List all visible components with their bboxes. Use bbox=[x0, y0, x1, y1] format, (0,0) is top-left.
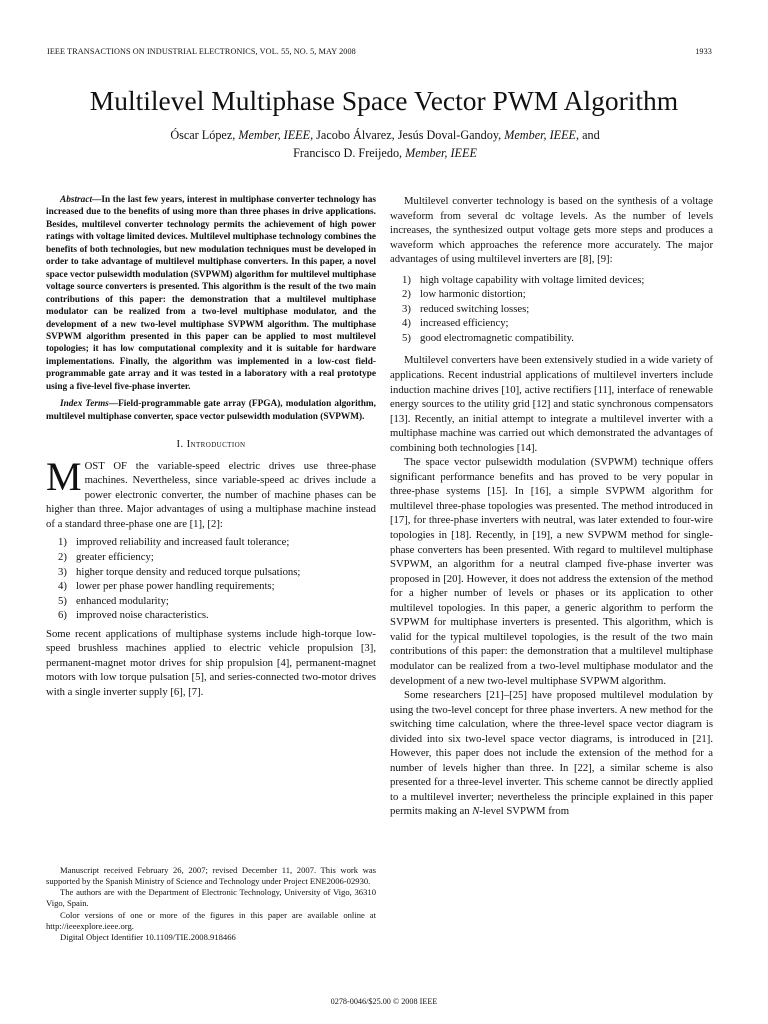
drop-cap-letter: M bbox=[46, 453, 82, 499]
footnote-manuscript: Manuscript received February 26, 2007; revised December 11, 2007. This work was supported by the Spanish Ministry of Science and Technology under Project ENE2006-02930. bbox=[46, 865, 376, 887]
author-lopez-role: Member, IEEE bbox=[238, 128, 311, 142]
authors-and: , and bbox=[575, 128, 600, 142]
journal-citation: IEEE TRANSACTIONS ON INDUSTRIAL ELECTRONICS, VOL. 55, NO. 5, MAY 2008 bbox=[47, 47, 356, 56]
footnote-color-versions: Color versions of one or more of the figures in this paper are available online at http://ieeexplore.ieee.org. bbox=[46, 909, 376, 931]
section-title: Introduction bbox=[186, 438, 246, 451]
abstract-label: Abstract bbox=[60, 195, 93, 205]
list-item: 5) enhanced modularity; bbox=[58, 594, 169, 607]
list-item: 3) higher torque density and reduced torque pulsations; bbox=[58, 565, 301, 578]
author-list bbox=[60, 126, 710, 162]
index-terms-label: Index Terms bbox=[60, 399, 109, 410]
applications-multilevel-paragraph: Multilevel converters have been extensively studied in a wide variety of applications. Recent industrial applications of multilevel inverters include induction machine drives [10], active rectifiers [11], interface of renewable energy sources to the utility grid [12] and static synchronous compensators [13]. Recently, an initial attempt to integrate a multilevel inverter with a multiphase machine was carried out which demonstrated the advantages of combining both technologies [14]. bbox=[390, 354, 713, 454]
list-item: 2) low harmonic distortion; bbox=[402, 288, 526, 301]
applications-paragraph: Some recent applications of multiphase systems include high-torque low-speed brushless machines applied to electric vehicle propulsion [3], permanent-magnet motor drives for ship propulsion [4], permanent-magnet motors with low torque pulsation [5], and series-connected two-motor drives with a single inverter supply [6], [7]. bbox=[46, 627, 376, 698]
page-number: 1933 bbox=[695, 47, 712, 56]
index-terms bbox=[46, 398, 376, 423]
list-item: 2) greater efficiency; bbox=[58, 550, 154, 563]
multilevel-paragraph: Multilevel converter technology is based on the synthesis of a voltage waveform from several dc voltage levels. As the number of levels increases, the synthesized output voltage gets more steps and produces a waveform which approaches the reference more accurately. The major advantages of using multilevel inverters are [8], [9]: bbox=[390, 195, 713, 266]
copyright-footer: 0278-0046/$25.00 © 2008 IEEE bbox=[330, 997, 438, 1006]
svpwm-paragraph: The space vector pulsewidth modulation (SVPWM) technique offers significant performance benefits and has proved to be very popular in three-phase systems [15]. In [16], a simple SVPWM algorithm for multilevel three-phase topologies was presented. The method introduced in [17], for three-phase inverters with neutral, was later extended to four-wire topologies in [18]. Recently, in [19], a new SVPWM method for single-phase converters has been presented. With regard to multilevel multiphase SVPWM, an algorithm for a neutral clamped five-phase inverter was proposed in [20]. However, it does not address the extension of the method for a higher number of levels or phases or its application to other multilevel topologies. In this paper, a generic algorithm to perform the SVPWM for multiphase inverters is presented. This algorithm, which is valid for the typical multilevel topologies, is the result of the two main contributions of this paper: the demonstration that a multilevel multiphase modulator can be realized from a two-level multiphase modulator and the development of a new two-level multiphase SVPWM algorithm. bbox=[390, 456, 713, 687]
intro-paragraph bbox=[46, 453, 376, 532]
list-item: 1) high voltage capability with voltage limited devices; bbox=[402, 273, 645, 286]
list-item: 1) improved reliability and increased fault tolerance; bbox=[58, 536, 290, 549]
paper-title: Multilevel Multiphase Space Vector PWM Algorithm bbox=[89, 85, 679, 116]
intro-text: OST OF the variable-speed electric drives use three-phase machines. Nevertheless, since variable-speed ac drives include a power electronic converter, the number of machine phases can be higher than three. Major advantages of using a multiphase machine instead of a standard three-phase one are [1], [2]: bbox=[46, 459, 376, 530]
authors-alvarez-doval: , Jacobo Álvarez, Jesús Doval-Gandoy, bbox=[310, 128, 505, 142]
running-header bbox=[47, 47, 712, 59]
author-lopez: Óscar López, bbox=[170, 128, 239, 142]
left-column bbox=[46, 194, 376, 699]
author-freijedo: Francisco D. Freijedo, bbox=[293, 146, 406, 160]
footnote-affiliation: The authors are with the Department of Electronic Technology, University of Vigo, 36310 Vigo, Spain. bbox=[46, 887, 376, 909]
section-numeral: I. bbox=[176, 438, 184, 451]
list-item: 5) good electromagnetic compatibility. bbox=[402, 331, 574, 344]
footnote-doi: Digital Object Identifier 10.1109/TIE.2008.918466 bbox=[60, 931, 236, 942]
advantages-list-multiphase bbox=[46, 535, 376, 622]
index-terms-text: —Field-programmable gate array (FPGA), modulation algorithm, multilevel multiphase converter, space vector pulsewidth modulation (SVPWM). bbox=[46, 399, 376, 422]
list-item: 4) increased efficiency; bbox=[402, 317, 509, 330]
list-item: 6) improved noise characteristics. bbox=[58, 609, 209, 622]
section-heading-introduction bbox=[46, 437, 376, 452]
list-item: 4) lower per phase power handling requirements; bbox=[58, 580, 275, 593]
author-freijedo-role: Member, IEEE bbox=[405, 146, 477, 160]
abstract-text: —In the last few years, interest in multiphase converter technology has increased due to the benefits of using more than three phases in drive applications. Besides, multilevel converter technology permits the achievement of high power ratings with voltage limited devices. Multilevel multiphase technology combines the benefits of both technologies, but new modulation techniques must be developed in order to take advantage of multilevel multiphase converters. In this paper, a novel space vector pulsewidth modulation (SVPWM) algorithm for multilevel multiphase voltage source converters is presented. This algorithm is the result of the two main contributions of this paper: the demonstration that a multilevel multiphase modulator can be realized from a two-level multiphase modulator, and the development of a new two-level multiphase SVPWM algorithm. The multiphase SVPWM algorithm presented in this paper can be applied to most multilevel topologies; it has low computational complexity and it is suitable for hardware implementations. Finally, the algorithm was implemented in a low-cost field-programmable gate array and it was tested in a laboratory with a real prototype using a five-level five-phase inverter. bbox=[46, 195, 377, 392]
list-item: 3) reduced switching losses; bbox=[402, 302, 530, 315]
right-column bbox=[390, 194, 713, 819]
author-doval-role: Member, IEEE bbox=[504, 128, 576, 142]
advantages-list-multilevel bbox=[390, 273, 713, 346]
researchers-paragraph: Some researchers [21]–[25] have proposed multilevel modulation by using the two-level concept for three phase inverters. A new method for the switching time calculation, where the three-level space vector diagram is divided into six two-level space vector diagrams, is introduced in [21]. However, this paper does not include the extension of the method for a number of levels higher than three. In [22], a similar scheme is also presented for a three-level inverter. This scheme cannot be directly applied to a multilevel inverter; nevertheless the principle explained in this paper permits making an N-level SVPWM from bbox=[390, 689, 713, 818]
first-page-footnote bbox=[46, 865, 376, 943]
abstract bbox=[46, 194, 376, 393]
variable-n: N bbox=[472, 805, 480, 818]
